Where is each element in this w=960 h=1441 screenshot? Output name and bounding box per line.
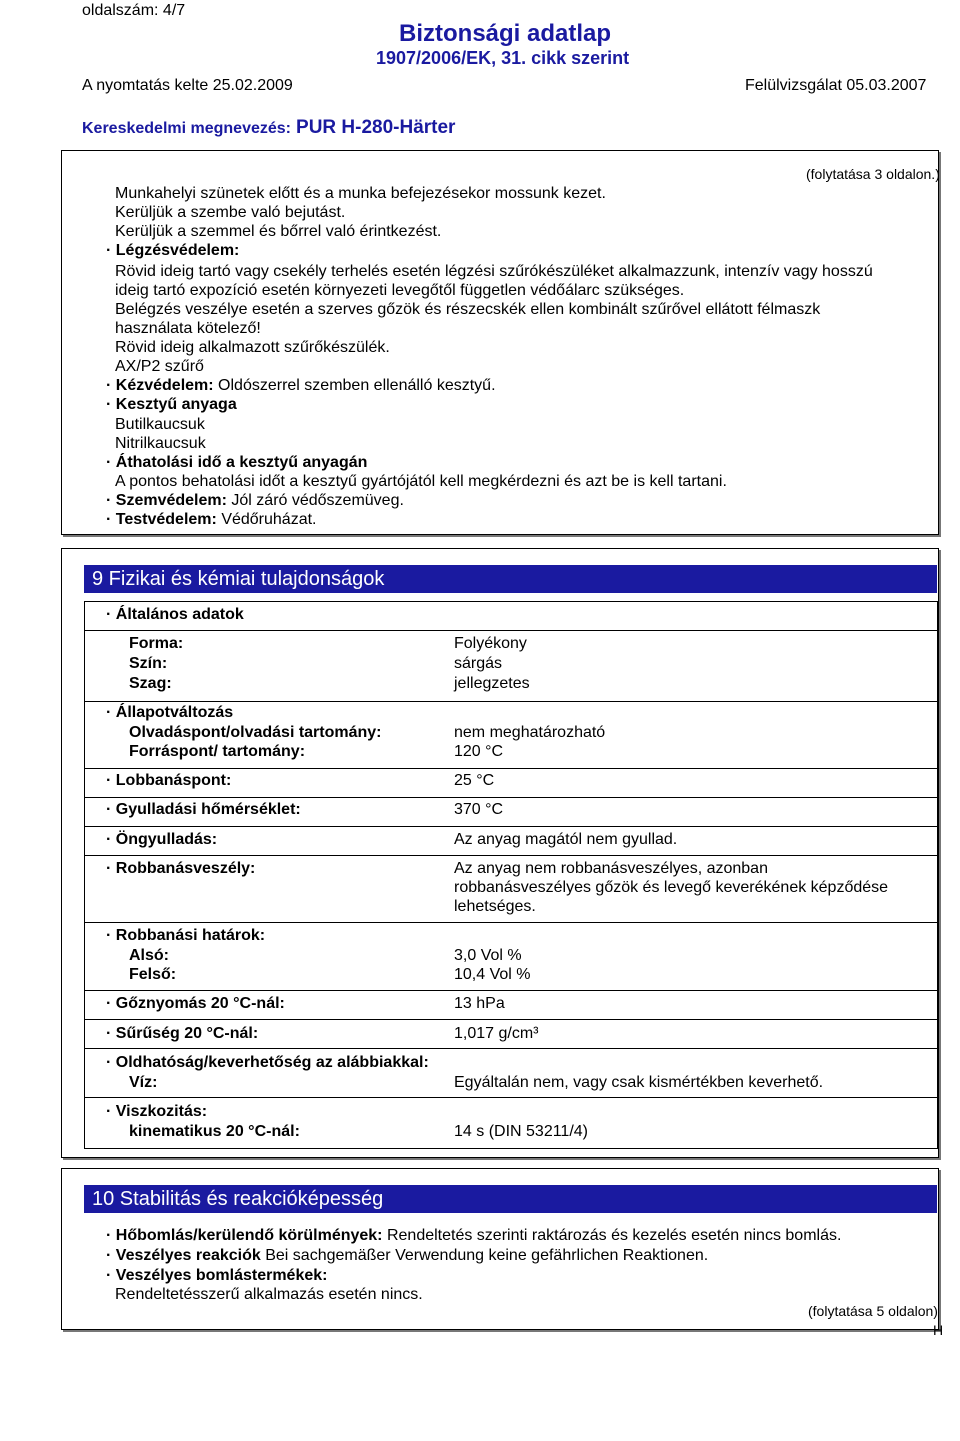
density-value: 1,017 g/cm³ [454,1025,539,1042]
eye-protection-label: · Szemvédelem: [106,492,227,509]
explosion-hazard-2: robbanásveszélyes gőzök és levegő keverékének képződése [454,879,889,896]
continued-to: (folytatása 5 oldalon) [808,1303,938,1319]
section-8-box [61,150,939,535]
hygiene-line-2: Kerüljük a szembe való bejutást. [115,204,346,221]
trade-name [82,117,455,139]
print-date: A nyomtatás kelte 25.02.2009 [82,77,293,94]
state-change-label: · Állapotváltozás [106,704,234,721]
melting-label: Olvadáspont/olvadási tartomány: [129,724,382,741]
explosion-hazard-3: lehetséges. [454,898,536,915]
page-number: oldalszám: 4/7 [82,2,186,19]
upper-limit-value: 10,4 Vol % [454,966,531,983]
row-divider [85,1097,937,1098]
boiling-label: Forráspont/ tartomány: [129,743,306,760]
body-protection [106,510,317,529]
explosion-hazard-1: Az anyag nem robbanásveszélyes, azonban [454,860,768,877]
decomposition-products-value: Rendeltetésszerű alkalmazás esetén nincs. [115,1286,423,1303]
decomposition-value: Rendeltetés szerinti raktározás és kezelés esetén nincs bomlás. [386,1227,842,1244]
self-ignition-value: Az anyag magától nem gyullad. [454,831,678,848]
respiratory-text-3: Belégzés veszélye esetén a szerves gőzök és részecskék ellen kombinált szűrővel ellátott félmaszk [115,301,821,318]
explosion-hazard-label: · Robbanásveszély: [106,860,256,877]
hand-protection-label: · Kézvédelem: [106,377,214,394]
row-divider [85,826,937,827]
dangerous-reactions [106,1246,708,1265]
flash-point-value: 25 °C [454,772,495,789]
glove-material-1: Butilkaucsuk [115,416,205,433]
kinematic-value: 14 s (DIN 53211/4) [454,1123,588,1140]
decomposition-products-label: · Veszélyes bomlástermékek: [106,1267,328,1284]
document-subtitle: 1907/2006/EK, 31. cikk szerint [376,48,630,68]
ignition-temp-label: · Gyulladási hőmérséklet: [106,801,301,818]
row-divider [85,1019,937,1020]
ignition-temp-value: 370 °C [454,801,504,818]
density-label: · Sűrűség 20 °C-nál: [106,1025,259,1042]
lower-limit-label: Alsó: [129,947,169,964]
trade-name-value: PUR H-280-Härter [296,117,456,138]
row-divider [85,1048,937,1049]
color-value: sárgás [454,655,503,672]
penetration-label: · Áthatolási idő a kesztyű anyagán [106,454,368,471]
row-divider [85,701,937,702]
respiratory-text-4: használata kötelező! [115,320,261,337]
trade-name-label: Kereskedelmi megnevezés: [82,120,291,137]
decomposition [106,1226,841,1245]
row-divider [85,855,937,856]
row-divider [85,990,937,991]
respiratory-text-6: AX/P2 szűrő [115,358,204,375]
dangerous-reactions-label: · Veszélyes reakciók [106,1247,261,1264]
row-divider [85,630,937,631]
row-divider [85,922,937,923]
odor-label: Szag: [129,675,172,692]
general-data-label: · Általános adatok [106,606,244,623]
vapor-pressure-value: 13 hPa [454,995,505,1012]
eye-protection [106,491,404,510]
dangerous-reactions-value: Bei sachgemäßer Verwendung keine gefährlichen Reaktionen. [265,1247,709,1264]
solubility-label: · Oldhatóság/keverhetőség az alábbiakkal: [106,1054,429,1071]
explosion-limits-label: · Robbanási határok: [106,927,266,944]
document-title: Biztonsági adatlap [399,20,612,47]
boiling-value: 120 °C [454,743,504,760]
section-10-box [61,1168,939,1330]
self-ignition-label: · Öngyulladás: [106,831,218,848]
respiratory-text-2: ideig tartó expozíció esetén környezeti levegőtől független védőálarc szükséges. [115,282,685,299]
revision-date: Felülvizsgálat 05.03.2007 [745,77,927,94]
eye-protection-value: Jól záró védőszemüveg. [231,492,404,509]
color-label: Szín: [129,655,168,672]
section-9-heading: 9 Fizikai és kémiai tulajdonságok [84,565,937,593]
section-10-heading: 10 Stabilitás és reakcióképesség [84,1185,937,1213]
water-label: Víz: [129,1074,158,1091]
flash-point-label: · Lobbanáspont: [106,772,232,789]
hygiene-line-1: Munkahelyi szünetek előtt és a munka befejezésekor mossunk kezet. [115,185,606,202]
vapor-pressure-label: · Gőznyomás 20 °C-nál: [106,995,285,1012]
respiratory-label: · Légzésvédelem: [106,242,240,259]
water-value: Egyáltalán nem, vagy csak kismértékben keverhető. [454,1074,824,1091]
glove-material-label: · Kesztyű anyaga [106,396,237,413]
respiratory-text-1: Rövid ideig tartó vagy csekély terhelés esetén légzési szűrókészüléket alkalmazzunk, intenzív vagy hosszú [115,263,873,280]
viscosity-label: · Viszkozitás: [106,1103,208,1120]
hygiene-line-3: Kerüljük a szemmel és bőrrel való érintkezést. [115,223,442,240]
decomposition-label: · Hőbomlás/kerülendő körülmények: [106,1227,383,1244]
lower-limit-value: 3,0 Vol % [454,947,522,964]
form-label: Forma: [129,635,184,652]
body-protection-label: · Testvédelem: [106,511,217,528]
row-divider [85,797,937,798]
continued-from: (folytatása 3 oldalon.) [806,166,940,182]
hand-protection [106,376,496,395]
footer-letter: H [933,1322,944,1338]
upper-limit-label: Felső: [129,966,177,983]
hand-protection-value: Oldószerrel szemben ellenálló kesztyű. [218,377,496,394]
section-9-box [61,548,939,1158]
kinematic-label: kinematikus 20 °C-nál: [129,1123,300,1140]
form-value: Folyékony [454,635,527,652]
melting-value: nem meghatározható [454,724,606,741]
respiratory-text-5: Rövid ideig alkalmazott szűrőkészülék. [115,339,390,356]
body-protection-value: Védőruházat. [221,511,317,528]
penetration-value: A pontos behatolási időt a kesztyű gyártójától kell megkérdezni és azt be is kell tartani. [115,473,727,490]
row-divider [85,768,937,769]
odor-value: jellegzetes [454,675,530,692]
glove-material-2: Nitrilkaucsuk [115,435,206,452]
